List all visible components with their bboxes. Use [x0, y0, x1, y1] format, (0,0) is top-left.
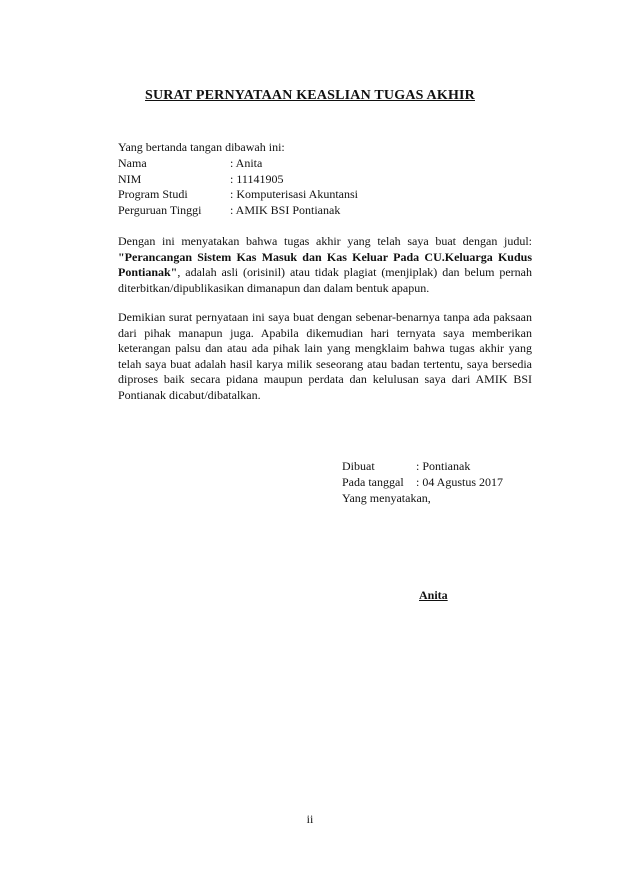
thesis-title: "Perancangan Sistem Kas Masuk dan Kas Keluar Pada CU.Keluarga Kudus Pontianak": [118, 249, 532, 280]
signature-date-row: [342, 474, 503, 490]
identity-table: [118, 156, 532, 218]
identity-label: Program Studi: [118, 187, 188, 202]
statement-paragraph: [118, 234, 532, 296]
declaration-paragraph: Demikian surat pernyataan ini saya buat dengan sebenar-benarnya tanpa ada paksaan dari pihak manapun juga. Apabila dikemudian hari ternyata saya memberikan keterangan palsu dan atau ada pihak lain yang mengklaim bahwa tugas akhir yang telah saya buat adalah hasil karya milik seseorang atau badan tertentu, saya bersedia diproses baik secara pidana maupun perdata dan kelulusan saya dari AMIK BSI Pontianak dicabut/dibatalkan.: [118, 310, 532, 402]
identity-row-perguruan-tinggi: [118, 203, 532, 219]
signature-place-value: : Pontianak: [416, 459, 471, 473]
page-number: ii: [306, 812, 314, 826]
signature-date-label: Pada tanggal: [342, 475, 404, 489]
identity-row-nim: [118, 172, 532, 188]
identity-value: : 11141905: [230, 171, 284, 186]
statement-lead: Dengan ini menyatakan bahwa tugas akhir yang telah saya buat dengan judul:: [118, 234, 532, 248]
signer-name: Anita: [419, 588, 448, 602]
identity-label: NIM: [118, 171, 142, 186]
identity-row-nama: [118, 156, 532, 172]
signature-date-value: : 04 Agustus 2017: [416, 475, 504, 489]
intro-text: Yang bertanda tangan dibawah ini:: [118, 140, 285, 154]
statement-tail: , adalah asli (orisinil) atau tidak plagiat (menjiplak) dan belum pernah diterbitkan/dipublikasikan dimanapun dan dalam bentuk apapun.: [118, 265, 532, 295]
identity-label: Perguruan Tinggi: [118, 202, 202, 217]
signature-block: [342, 458, 503, 506]
identity-value: : Anita: [230, 156, 263, 170]
signature-place-row: [342, 458, 503, 474]
identity-row-program-studi: [118, 187, 532, 203]
document-title: SURAT PERNYATAAN KEASLIAN TUGAS AKHIR: [145, 88, 475, 103]
identity-value: : AMIK BSI Pontianak: [230, 202, 341, 217]
identity-value: : Komputerisasi Akuntansi: [230, 187, 358, 202]
signature-statement: Yang menyatakan,: [342, 491, 431, 505]
identity-label: Nama: [118, 156, 147, 170]
signature-place-label: Dibuat: [342, 459, 375, 473]
